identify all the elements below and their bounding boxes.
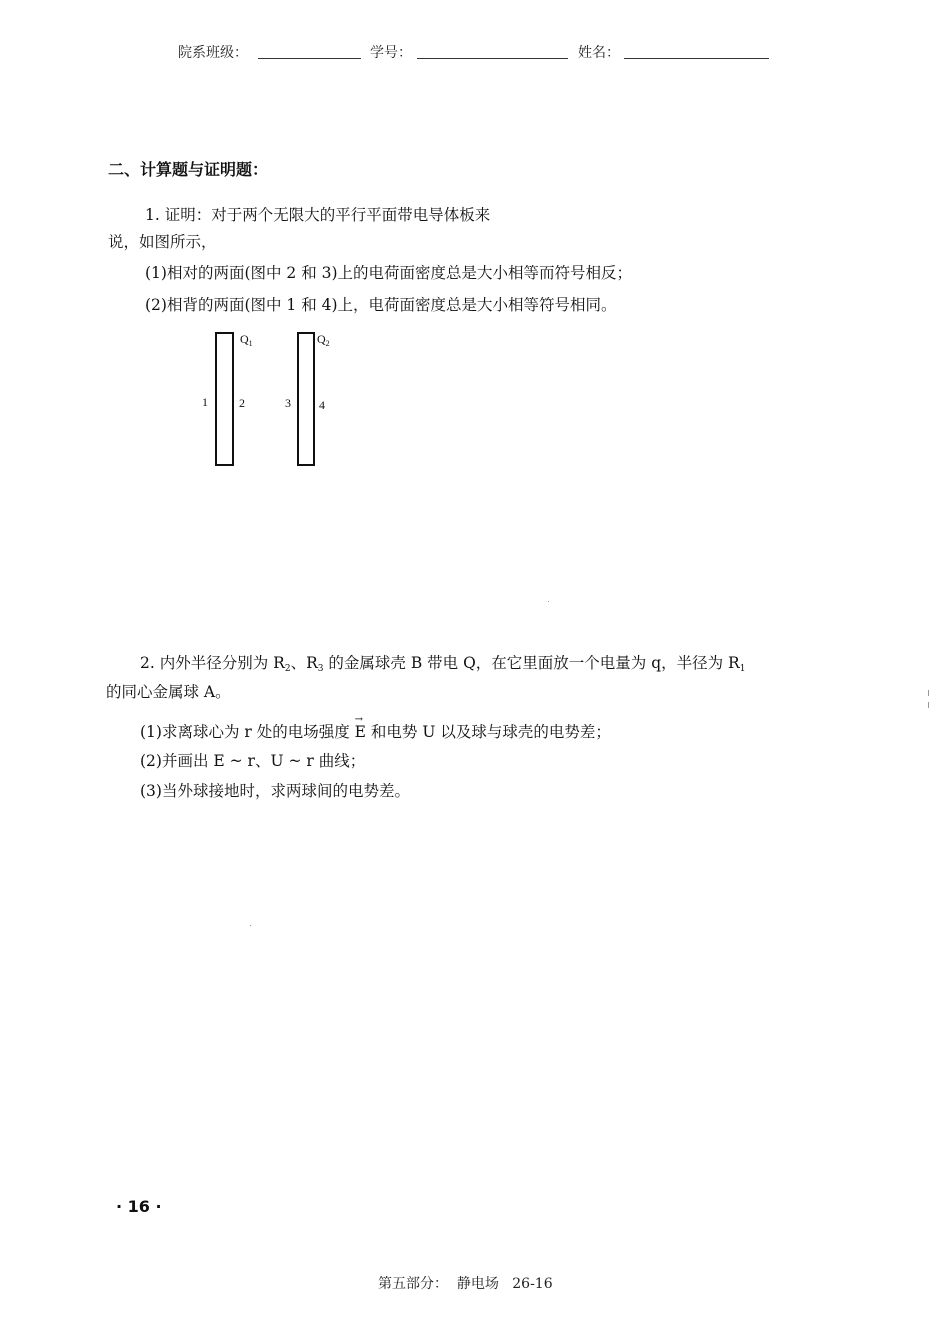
problem2-item1: (1)求离球心为 r 处的电场强度 → E 和电势 U 以及球与球壳的电势差； [140,714,611,741]
name-blank [624,58,769,59]
name-label: 姓名： [578,45,620,61]
page-number: · 16 · [116,1197,162,1216]
problem2-line2: 的同心金属球 A。 [106,683,231,701]
face-4-label: 4 [319,398,325,412]
scan-speck [250,925,251,926]
face-1-label: 1 [202,395,208,409]
problem1-item2: (2)相背的两面(图中 1 和 4)上，电荷面密度总是大小相等符号相同。 [145,296,617,314]
face-2-label: 2 [239,396,245,410]
parallel-plates-figure [198,322,358,472]
plate-right [297,332,315,466]
scan-speck [928,702,929,708]
problem2-line1: 2. 内外半径分别为 $R_2$、$R_3$ 的金属球壳 B 带电 Q，在它里面放一个电量为 q，半径为 $R_1$ [140,654,746,674]
student-id-blank [417,58,568,59]
scan-speck [928,690,929,696]
vector-e: → E [354,714,366,741]
problem1-line2: 说，如图所示， [108,233,217,251]
scan-speck [548,601,549,602]
problem2-item2: (2)并画出 E ~ r、U ~ r 曲线； [140,752,366,770]
problem1-line1: 1. 证明：对于两个无限大的平行平面带电导体板来 [145,206,491,224]
student-id-label: 学号： [370,45,412,61]
charge-q2-label: $Q_2$ [317,332,330,348]
footer-caption: 第五部分： 静电场 26-16 [378,1276,553,1292]
face-3-label: 3 [285,396,291,410]
charge-q1-label: $Q_1$ [240,332,253,348]
plate-left [215,332,234,466]
class-blank [258,58,361,59]
problem1-item1: (1)相对的两面(图中 2 和 3)上的电荷面密度总是大小相等而符号相反； [145,264,633,282]
class-label: 院系班级： [178,45,248,61]
section-title: 二、计算题与证明题： [108,160,269,179]
problem2-item3: (3)当外球接地时，求两球间的电势差。 [140,782,410,800]
